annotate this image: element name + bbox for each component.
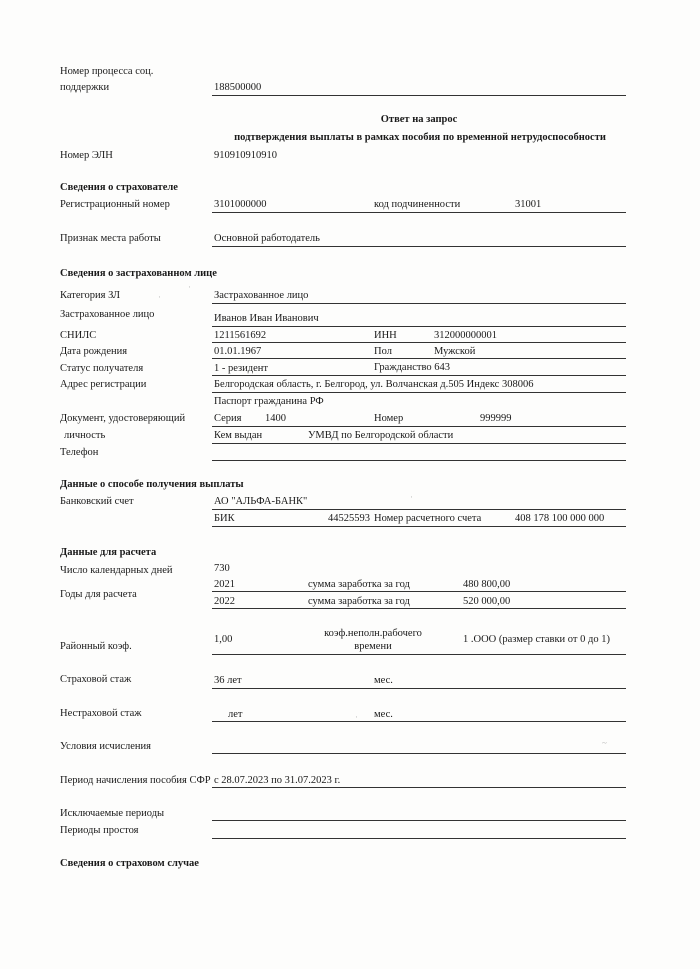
insurer-sub-value: 31001: [515, 199, 542, 210]
bank-underline: [212, 509, 626, 510]
phone-label: Телефон: [60, 447, 99, 458]
excluded-label: Исключаемые периоды: [60, 808, 165, 819]
acct-underline: [212, 526, 626, 527]
issued-label: Кем выдан: [214, 430, 263, 441]
eln-label: Номер ЭЛН: [60, 150, 113, 161]
address-label: Адрес регистрации: [60, 379, 147, 390]
workplace-label: Признак места работы: [60, 233, 161, 244]
person-underline: [212, 326, 626, 327]
conditions-label: Условия исчисления: [60, 741, 151, 752]
noninsured-years-word: лет: [228, 709, 243, 720]
scan-speck: ~: [602, 738, 607, 748]
acct-label: Номер расчетного счета: [374, 513, 482, 524]
workplace-underline: [212, 246, 626, 247]
inn-label: ИНН: [374, 330, 397, 341]
noninsured-exp-label: Нестраховой стаж: [60, 708, 142, 719]
workplace-value: Основной работодатель: [214, 233, 320, 244]
address-value: Белгородская область, г. Белгород, ул. Волчанская д.505 Индекс 308006: [214, 379, 534, 390]
scan-speck: ·: [355, 712, 358, 722]
insurer-reg-underline: [212, 212, 626, 213]
earnings2-value: 520 000,00: [463, 596, 511, 607]
days-label: Число календарных дней: [60, 565, 173, 576]
bank-value: АО "АЛЬФА-БАНК": [214, 496, 308, 507]
days-value: 730: [214, 563, 230, 574]
birth-underline: [212, 358, 626, 359]
year1-value: 2021: [214, 579, 235, 590]
doc-label-line1: Документ, удостоверяющий: [60, 413, 186, 424]
insured-exp-underline: [212, 688, 626, 689]
series-label: Серия: [214, 413, 242, 424]
doc-label-line2: личность: [64, 430, 106, 441]
acct-value: 408 178 100 000 000: [515, 513, 605, 524]
insured-exp-months-label: мес.: [374, 675, 393, 686]
parttime-label-line2: времени: [354, 641, 392, 652]
doc-number-value: 999999: [480, 413, 512, 424]
process-number-value: 188500000: [214, 82, 262, 93]
page-subtitle: подтверждения выплаты в рамках пособия по временной нетрудоспособности: [234, 132, 606, 143]
series-underline: [212, 426, 626, 427]
year1-underline: [212, 591, 626, 592]
process-label-line1: Номер процесса соц.: [60, 66, 154, 77]
district-underline: [212, 654, 626, 655]
period-value: с 28.07.2023 по 31.07.2023 г.: [214, 775, 341, 786]
doc-number-label: Номер: [374, 413, 404, 424]
bik-label: БИК: [214, 513, 235, 524]
category-value: Застрахованное лицо: [214, 290, 309, 301]
parttime-value: 1 .ООО (размер ставки от 0 до 1): [463, 634, 610, 645]
person-label: Застрахованное лицо: [60, 309, 155, 320]
scan-speck: ·: [410, 492, 413, 502]
excluded-underline: [212, 820, 626, 821]
period-label: Период начисления пособия СФР: [60, 775, 211, 786]
insurer-sub-label: код подчиненности: [374, 199, 461, 210]
sex-label: Пол: [374, 346, 392, 357]
eln-value: 910910910910: [214, 150, 277, 161]
snils-value: 1211561692: [214, 330, 267, 341]
process-underline: [212, 95, 626, 96]
page-title: Ответ на запрос: [380, 114, 458, 125]
noninsured-months-label: мес.: [374, 709, 393, 720]
birth-label: Дата рождения: [60, 346, 128, 357]
noninsured-exp-underline: [212, 721, 626, 722]
earnings2-label: сумма заработка за год: [308, 596, 410, 607]
issued-underline: [212, 443, 626, 444]
account-label: Банковский счет: [60, 496, 134, 507]
earnings1-label: сумма заработка за год: [308, 579, 410, 590]
category-label: Категория ЗЛ: [60, 290, 121, 301]
insurer-section-title: Сведения о страхователе: [60, 182, 178, 193]
issued-value: УМВД по Белгородской области: [308, 430, 454, 441]
doc-type-value: Паспорт гражданина РФ: [214, 396, 324, 407]
district-label: Районный коэф.: [60, 641, 132, 652]
inn-value: 312000000001: [434, 330, 497, 341]
insurer-reg-value: 3101000000: [214, 199, 267, 210]
calc-section-title: Данные для расчета: [60, 547, 157, 558]
case-section-title: Сведения о страховом случае: [60, 858, 199, 869]
years-label: Годы для расчета: [60, 589, 137, 600]
person-value: Иванов Иван Иванович: [214, 313, 319, 324]
snils-underline: [212, 342, 626, 343]
process-label-line2: поддержки: [60, 82, 110, 93]
district-value: 1,00: [214, 634, 233, 645]
scan-speck: ·: [188, 282, 191, 292]
scan-speck: ·: [158, 292, 161, 302]
status-value: 1 - резидент: [214, 363, 269, 374]
conditions-underline: [212, 753, 626, 754]
phone-underline: [212, 460, 626, 461]
address-underline: [212, 392, 626, 393]
insured-exp-label: Страховой стаж: [60, 674, 132, 685]
citizenship-value: Гражданство 643: [374, 362, 450, 373]
payment-section-title: Данные о способе получения выплаты: [60, 479, 244, 490]
year2-value: 2022: [214, 596, 235, 607]
status-label: Статус получателя: [60, 363, 144, 374]
insured-exp-years: 36 лет: [214, 675, 242, 686]
snils-label: СНИЛС: [60, 330, 97, 341]
period-underline: [212, 787, 626, 788]
status-underline: [212, 375, 626, 376]
parttime-label-line1: коэф.неполн.рабочего: [324, 628, 422, 639]
category-underline: [212, 303, 626, 304]
birth-value: 01.01.1967: [214, 346, 262, 357]
insured-section-title: Сведения о застрахованном лице: [60, 268, 217, 279]
series-value: 1400: [265, 413, 286, 424]
year2-underline: [212, 608, 626, 609]
bik-value: 44525593: [328, 513, 370, 524]
idle-underline: [212, 838, 626, 839]
earnings1-value: 480 800,00: [463, 579, 511, 590]
idle-label: Периоды простоя: [60, 825, 139, 836]
sex-value: Мужской: [434, 346, 476, 357]
insurer-reg-label: Регистрационный номер: [60, 199, 170, 210]
